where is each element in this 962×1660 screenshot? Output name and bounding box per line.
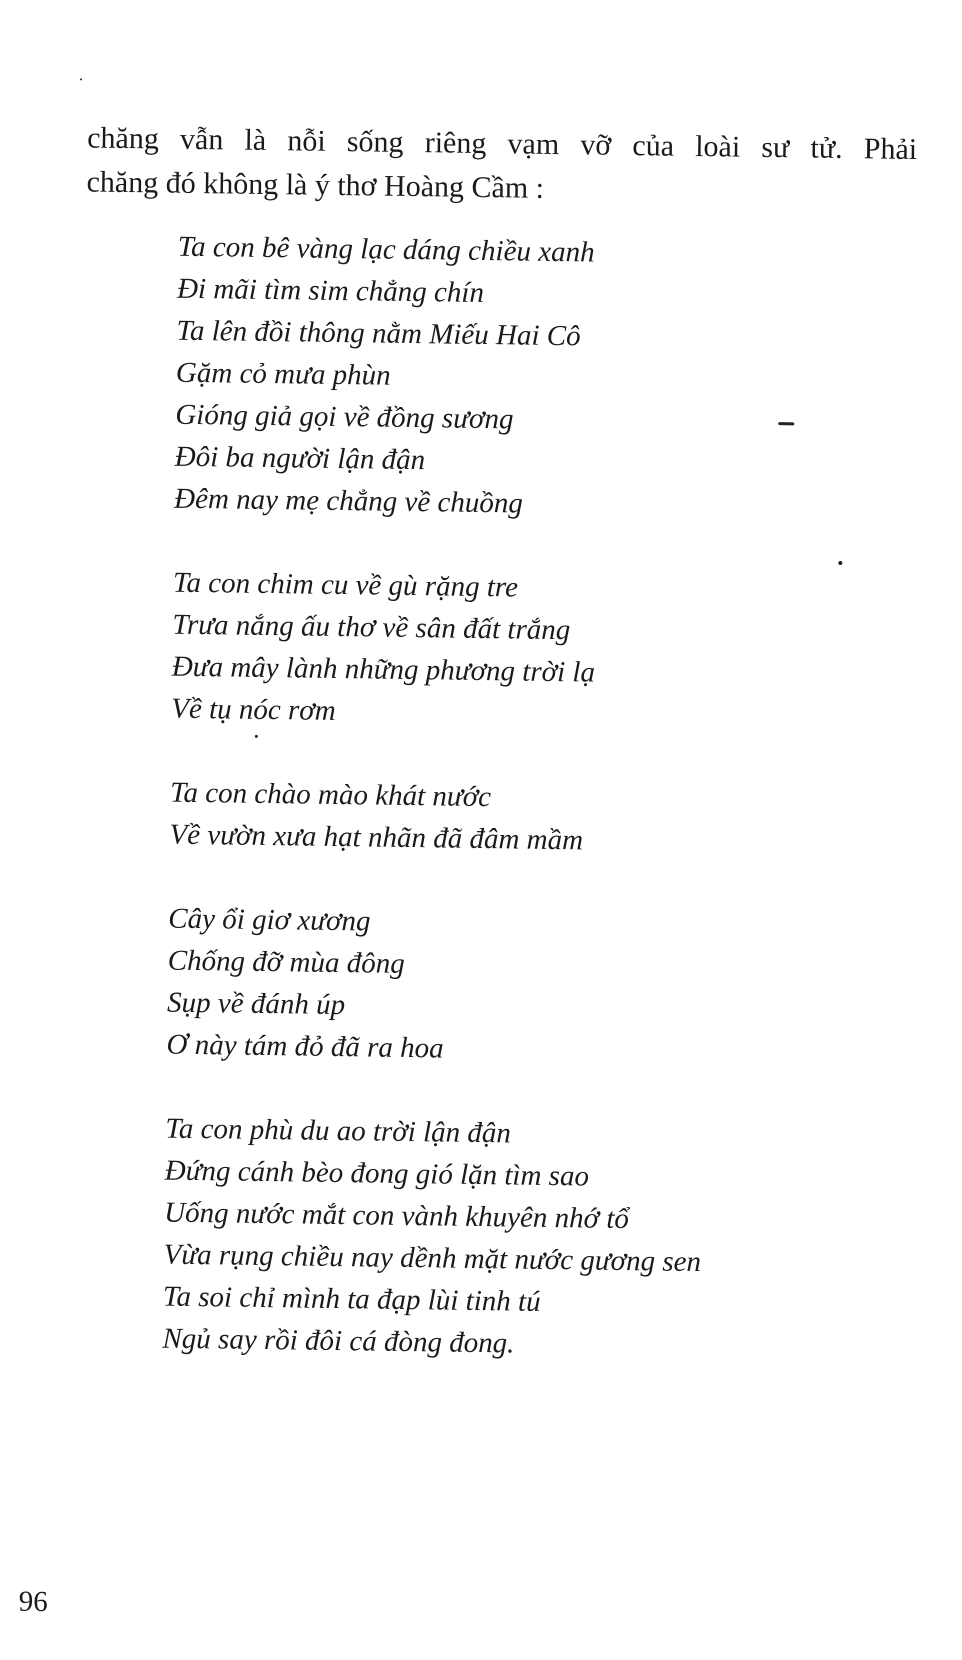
- poem-stanza: [162, 1108, 703, 1367]
- poem-line: Ta con phù du ao trời lận đận: [165, 1112, 512, 1150]
- poem-stanza: [169, 772, 708, 863]
- poem-line: Chống đỡ mùa đông: [167, 944, 405, 980]
- poem-line: Về tụ nóc rơm: [171, 692, 336, 727]
- poem-line: Ơ này tám đỏ đã ra hoa: [166, 1028, 444, 1065]
- poem-line: Ta lên đồi thông nằm Miếu Hai Cô: [176, 314, 581, 353]
- poem-line: Ngủ say rồi đôi cá đòng đong.: [162, 1322, 515, 1360]
- scan-speck: [80, 78, 82, 80]
- page-number: 96: [18, 1585, 48, 1619]
- poem-line: Gặm cỏ mưa phùn: [175, 356, 391, 392]
- poem-line: Trưa nắng ấu thơ về sân đất trắng: [172, 608, 571, 647]
- poem-line: Về vườn xưa hạt nhãn đã đâm mầm: [169, 818, 584, 857]
- poem-line: Ta soi chỉ mình ta đạp lùi tinh tú: [162, 1280, 541, 1318]
- stanza-gap: [166, 1066, 704, 1116]
- poem-line: Đêm nay mẹ chẳng về chuồng: [173, 482, 524, 520]
- poem-stanza: [171, 562, 711, 737]
- prose-line: chăng vẫn là nỗi sống riêng vạm vỡ của loài sư tử. Phải: [86, 121, 918, 167]
- stanza-gap: [173, 520, 711, 570]
- poem-line: Đôi ba người lận đận: [174, 440, 426, 477]
- poem-stanza: [166, 898, 706, 1073]
- stanza-gap: [169, 856, 707, 906]
- poem-line: Ta con bê vàng lạc dáng chiều xanh: [177, 230, 595, 269]
- poem: [162, 226, 715, 1367]
- poem-line: Ta con chào mào khát nước: [169, 776, 492, 814]
- scan-speck: [255, 735, 258, 738]
- prose-paragraph: [86, 116, 917, 216]
- poem-stanza: [174, 226, 716, 527]
- poem-line: Cây ổi giơ xương: [168, 902, 371, 938]
- stanza-gap: [170, 730, 708, 780]
- poem-line: Sụp về đánh úp: [166, 986, 346, 1022]
- scan-speck: [838, 561, 842, 565]
- poem-line: Ta con chim cu về gù rặng tre: [172, 566, 519, 604]
- poem-line: Đứng cánh bèo đong gió lặn tìm sao: [164, 1154, 590, 1193]
- scan-speck: [778, 422, 794, 425]
- poem-line: Đi mãi tìm sim chẳng chín: [176, 272, 485, 310]
- poem-line: Gióng giả gọi về đồng sương: [175, 398, 514, 436]
- prose-line: chăng đó không là ý thơ Hoàng Cầm :: [86, 165, 545, 205]
- poem-line: Uống nước mắt con vành khuyên nhớ tổ: [163, 1196, 630, 1236]
- poem-line: Vừa rụng chiều nay dềnh mặt nước gương sen: [163, 1238, 702, 1279]
- poem-line: Đưa mây lành những phương trời lạ: [171, 650, 596, 689]
